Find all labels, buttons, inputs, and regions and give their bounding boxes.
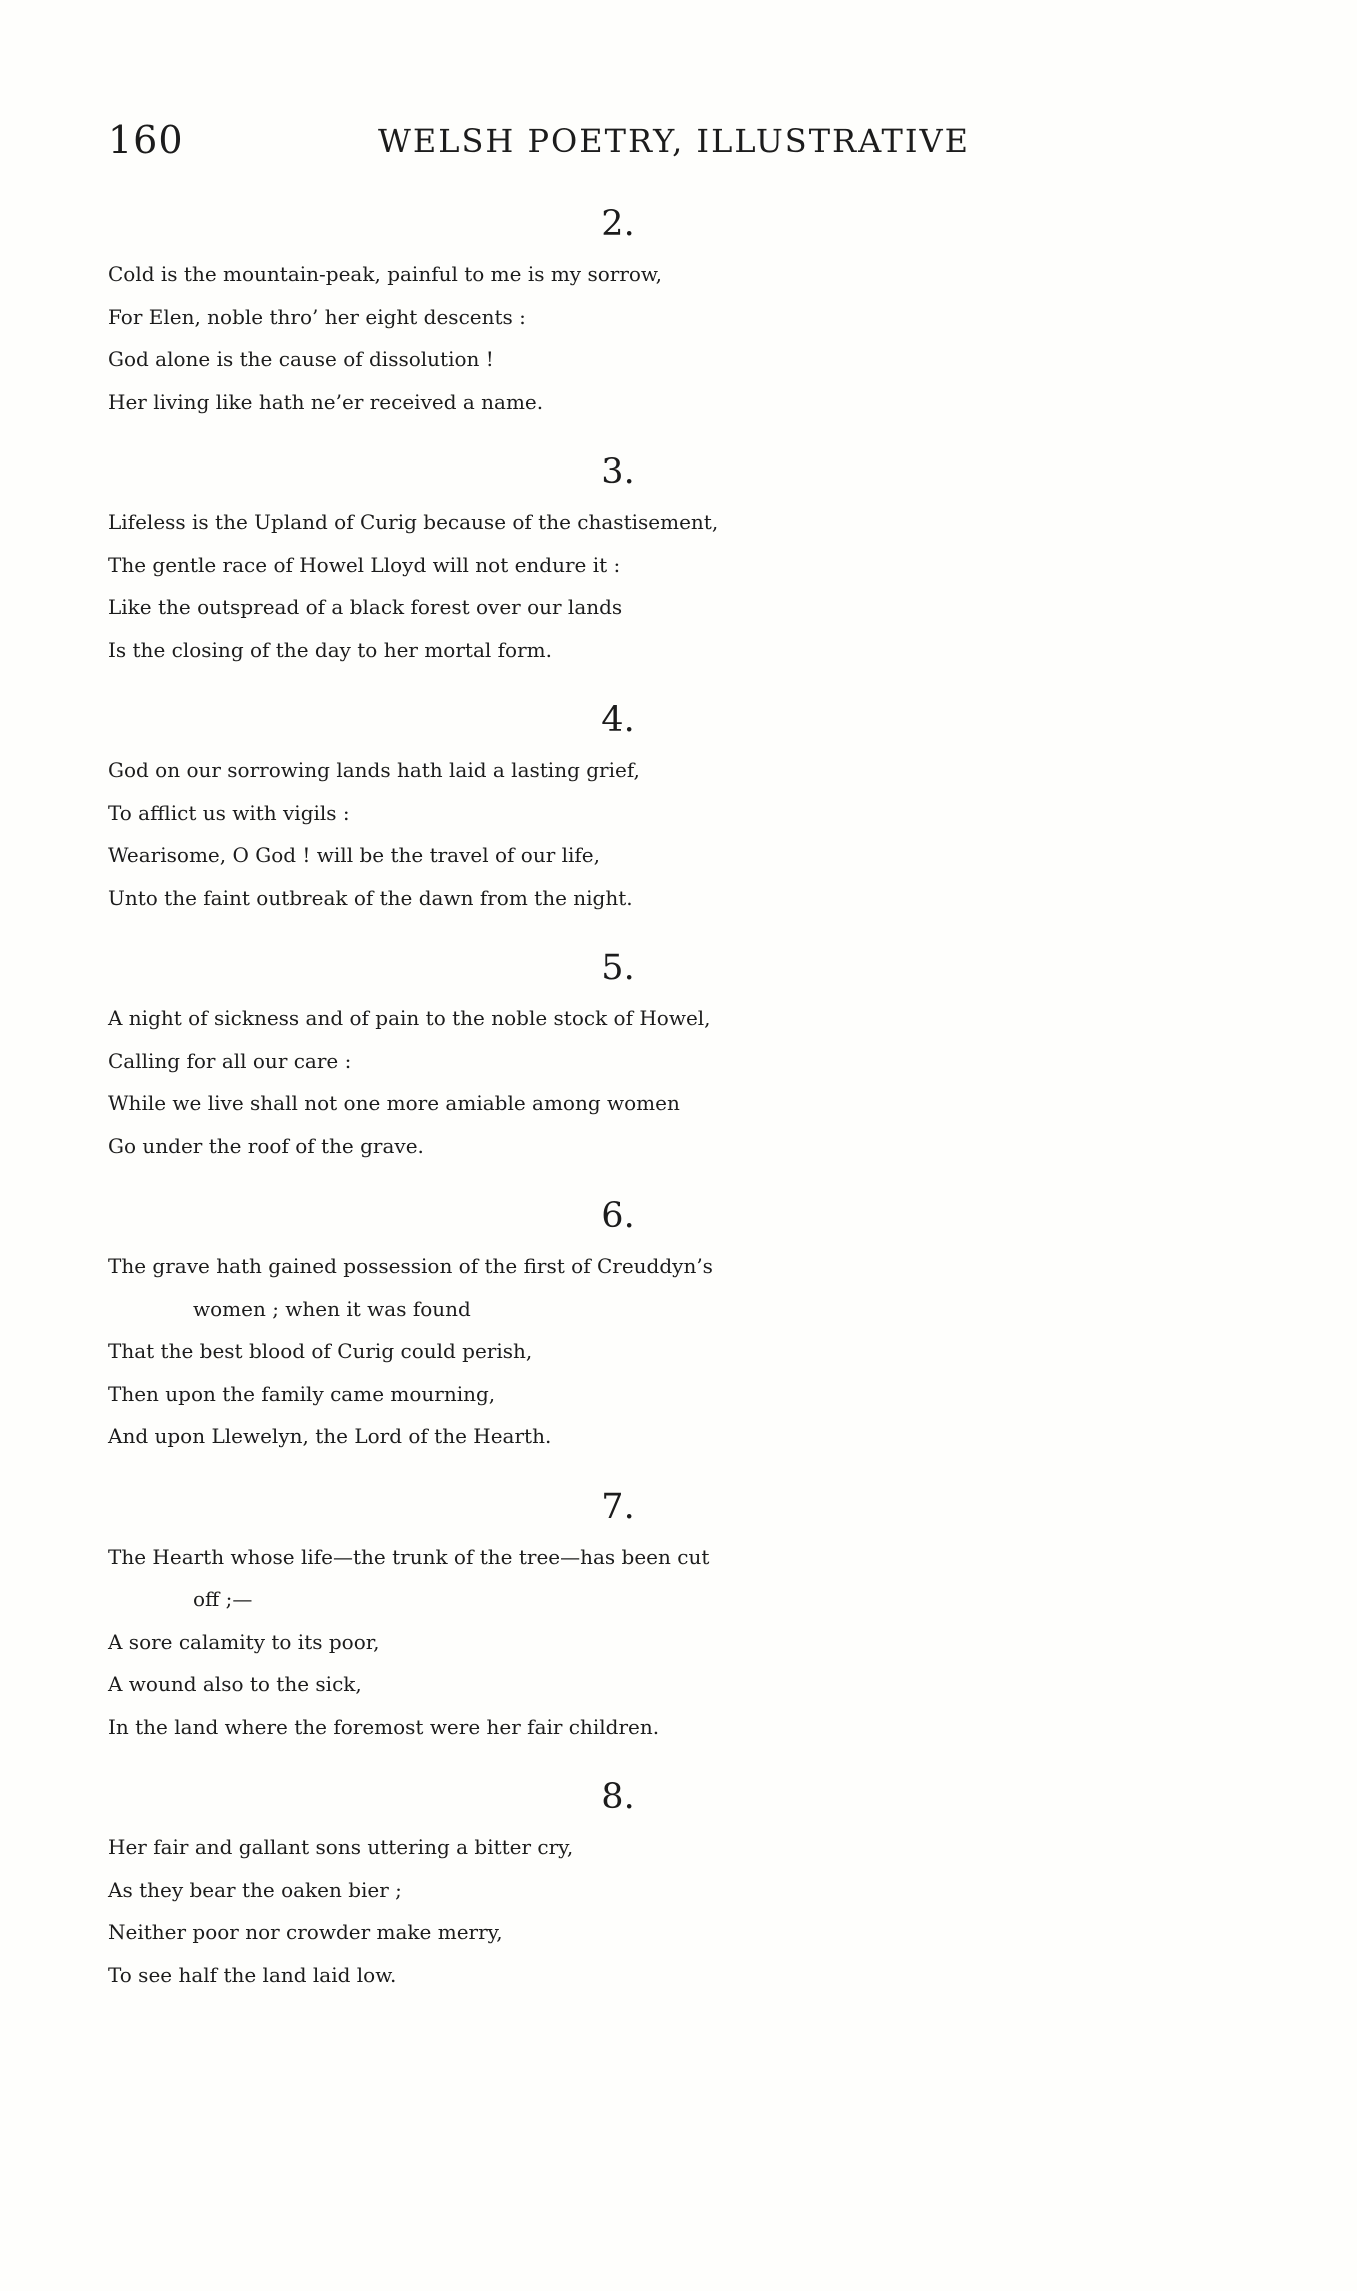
stanza-5: [108, 939, 1268, 1167]
verse-line: Wearisome, O God ! will be the travel of our life,: [108, 843, 601, 867]
stanza-number: 2.: [601, 204, 635, 244]
verse-line-continuation: women ; when it was found: [193, 1296, 471, 1321]
verse-line: And upon Llewelyn, the Lord of the Hearth.: [108, 1424, 552, 1448]
verse-line: The grave hath gained possession of the first of Creuddyn’s: [108, 1254, 713, 1278]
verse-line: Is the closing of the day to her mortal form.: [108, 637, 552, 662]
stanza-number: 7.: [601, 1486, 635, 1527]
verse-line: That the best blood of Curig could perish,: [108, 1339, 533, 1363]
stanza-7: [108, 1478, 1268, 1749]
stanza-3: [108, 443, 1268, 671]
verse-line: A wound also to the sick,: [108, 1672, 362, 1696]
verse-line: While we live shall not one more amiable among women: [108, 1091, 680, 1115]
verse-line: For Elen, noble thro’ her eight descents :: [108, 304, 526, 329]
stanza-8: [108, 1768, 1268, 1996]
verse-line: In the land where the foremost were her fair children.: [108, 1714, 660, 1739]
stanza-4: [108, 691, 1268, 919]
verse-line: As they bear the oaken bier ;: [108, 1877, 402, 1902]
verse-line: A night of sickness and of pain to the noble stock of Howel,: [108, 1006, 711, 1030]
verse-line: Unto the faint outbreak of the dawn from the night.: [108, 885, 633, 910]
stanza-number: 5.: [601, 948, 635, 988]
verse-line: Cold is the mountain-peak, painful to me is my sorrow,: [108, 262, 663, 286]
verse-line: Lifeless is the Upland of Curig because of the chastisement,: [108, 510, 719, 534]
verse-line: Neither poor nor crowder make merry,: [108, 1920, 503, 1944]
stanza-number: 8.: [601, 1777, 635, 1817]
stanza-2: [108, 195, 1268, 423]
stanza-number: 3.: [601, 452, 635, 492]
verse-line: God on our sorrowing lands hath laid a lasting grief,: [108, 758, 640, 782]
verse-line: To afflict us with vigils :: [108, 800, 350, 825]
verse-line: Calling for all our care :: [108, 1048, 352, 1073]
verse-line: God alone is the cause of dissolution !: [108, 347, 494, 371]
stanza-number: 4.: [601, 700, 635, 740]
verse-line: Go under the roof of the grave.: [108, 1133, 424, 1158]
stanza-number: 6.: [601, 1196, 635, 1236]
verse-line: A sore calamity to its poor,: [108, 1629, 380, 1654]
verse-line-continuation: off ;—: [193, 1587, 253, 1611]
poem: [108, 195, 1268, 2016]
verse-line: Her fair and gallant sons uttering a bitter cry,: [108, 1835, 574, 1859]
verse-line: Her living like hath ne’er received a name.: [108, 389, 544, 414]
verse-line: To see half the land laid low.: [108, 1962, 397, 1987]
verse-line: Then upon the family came mourning,: [108, 1381, 496, 1406]
page-number: 160: [108, 118, 184, 162]
verse-line: Like the outspread of a black forest over our lands: [108, 595, 623, 619]
stanza-6: [108, 1187, 1268, 1458]
verse-line: The Hearth whose life—the trunk of the tree—has been cut: [108, 1544, 710, 1569]
verse-line: The gentle race of Howel Lloyd will not endure it :: [108, 552, 621, 577]
page-header: [108, 118, 1258, 168]
running-title: WELSH POETRY, ILLUSTRATIVE: [378, 122, 970, 160]
